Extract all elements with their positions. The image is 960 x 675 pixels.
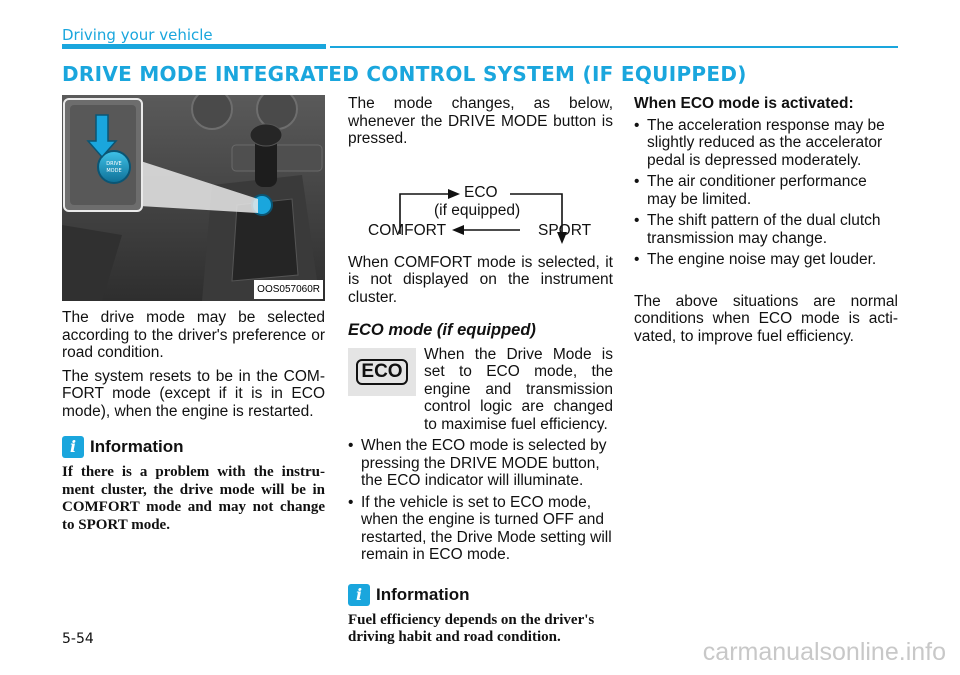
svg-text:MODE: MODE (106, 168, 122, 174)
diagram-label-eco: ECO (464, 183, 498, 201)
list-item: • If the vehicle is set to ECO mode, when the engine is turned OFF and restarted, the Drive Mode setting will remain in ECO mode. (348, 494, 613, 564)
header-bar-thin (330, 46, 898, 48)
eco-indicator-box (348, 348, 416, 396)
paragraph-closing: The above situations are normal conditions when ECO mode is acti-vated, to improve fuel efficiency. (634, 292, 898, 345)
paragraph-system-reset: The system resets to be in the COM-FORT mode (except if it is in ECO mode), when the engine is restarted. (62, 367, 325, 420)
eco-activated-heading: When ECO mode is activated: (634, 95, 854, 112)
information-icon: i (62, 436, 84, 458)
diagram-label-eco-sub: (if equipped) (434, 201, 521, 219)
info-heading (348, 584, 613, 606)
image-caption: OOS057060R (254, 280, 323, 300)
information-icon: i (348, 584, 370, 606)
paragraph-drive-mode: The drive mode may be selected according to the driver's preference or road condition. (62, 309, 325, 361)
info-title: Information (90, 437, 184, 457)
eco-bullet-list (348, 437, 613, 564)
list-item: • The shift pattern of the dual clutch transmission may change. (634, 212, 898, 247)
column-1 (62, 95, 325, 534)
column-2 (348, 95, 613, 647)
eco-mode-heading: ECO mode (if equipped) (348, 321, 536, 339)
page-number: 5-54 (62, 631, 94, 647)
info-body: If there is a problem with the instru-ment cluster, the drive mode will be in COMFORT mode and may not change to SPORT mode. (62, 464, 325, 533)
list-item: • The air conditioner performance may be limited. (634, 173, 898, 208)
info-body: Fuel efficiency depends on the driver's driving habit and road condition. (348, 611, 595, 645)
eco-mode-block (348, 346, 613, 434)
eco-effects-list (634, 117, 898, 269)
mode-cycle-diagram (348, 154, 613, 246)
page-title: DRIVE MODE INTEGRATED CONTROL SYSTEM (IF EQUIPPED) (62, 62, 747, 86)
section-tab: Driving your vehicle (62, 26, 213, 44)
eco-indicator-icon: ECO (356, 359, 407, 385)
diagram-label-sport: SPORT (538, 221, 592, 239)
info-heading (62, 436, 325, 458)
paragraph-comfort-mode: When COMFORT mode is selected, it is not displayed on the instrument cluster. (348, 253, 613, 306)
watermark: carmanualsonline.info (702, 638, 946, 666)
gear-console-illustration (62, 95, 325, 301)
column-3 (634, 95, 898, 345)
info-title: Information (376, 584, 470, 604)
diagram-label-comfort: COMFORT (368, 221, 447, 239)
list-item: • The acceleration response may be slightly reduced as the accelerator pedal is depressed moderately. (634, 117, 898, 170)
list-item: • When the ECO mode is selected by pressing the DRIVE MODE button, the ECO indicator will illuminate. (348, 437, 613, 490)
list-item: • The engine noise may get louder. (634, 251, 898, 269)
paragraph-mode-changes: The mode changes, as below, whenever the DRIVE MODE button is pressed. (348, 95, 613, 147)
console-photo (62, 95, 325, 301)
paragraph-eco-mode: When the Drive Mode is set to ECO mode, the engine and transmission control logic are changed to maximise fuel efficiency. (424, 345, 613, 433)
svg-text:DRIVE: DRIVE (106, 161, 122, 167)
header-bar-thick (62, 44, 326, 49)
